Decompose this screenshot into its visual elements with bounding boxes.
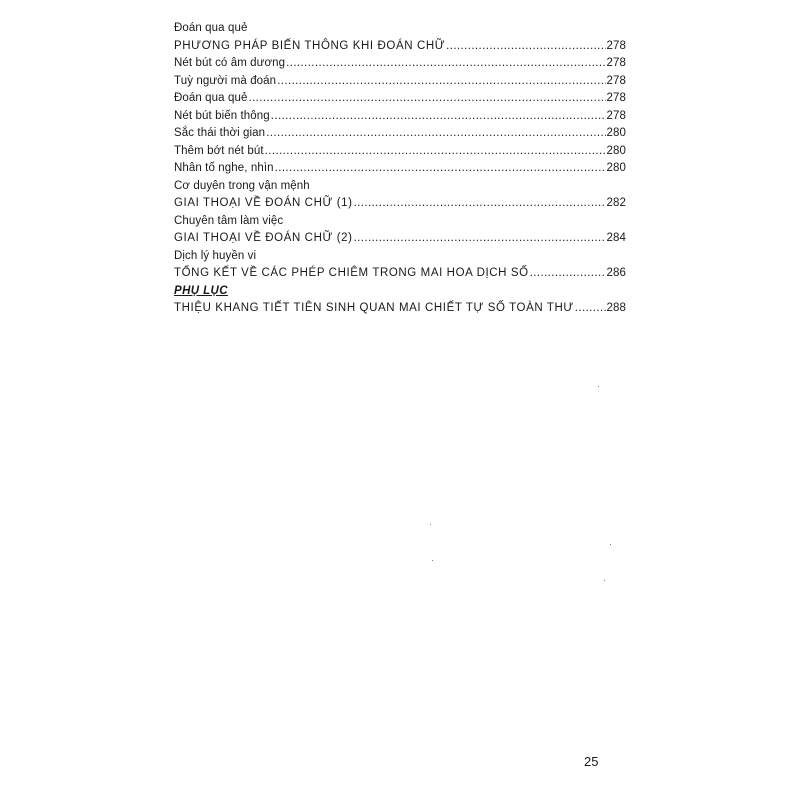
- leader-dots: [354, 195, 606, 213]
- toc-entry-title: GIAI THOẠI VỀ ĐOÁN CHỮ (1): [174, 197, 353, 209]
- leader-dots: [248, 90, 605, 108]
- toc-entry-page: 280: [606, 162, 626, 174]
- page-number: 25: [584, 754, 599, 769]
- toc-entry-page: 278: [606, 109, 626, 122]
- leader-dots: [354, 230, 606, 248]
- scan-speck: [432, 560, 433, 561]
- table-of-contents: [174, 20, 626, 318]
- toc-entry-page: 280: [606, 144, 626, 157]
- toc-entry-title: Nét bút biến thông: [174, 109, 270, 122]
- toc-entry-title: Sắc thái thời gian: [174, 127, 266, 139]
- toc-entry-title: TỔNG KẾT VỀ CÁC PHÉP CHIÊM TRONG MAI HOA DỊCH SỐ: [174, 267, 529, 279]
- toc-entry-title: Tuỳ người mà đoán: [174, 74, 277, 87]
- leader-dots: [530, 265, 606, 283]
- toc-entry-title: Nhân tố nghe, nhìn: [174, 162, 274, 174]
- leader-dots: [575, 300, 606, 318]
- toc-entry-title: Thêm bớt nét bút: [174, 144, 264, 157]
- toc-entry: [174, 195, 626, 213]
- scan-speck: [430, 524, 431, 525]
- toc-entry-page: 278: [606, 74, 626, 87]
- toc-entry-title: Nét bút có âm dương: [174, 57, 286, 69]
- toc-entry: [174, 108, 626, 126]
- toc-entry-page: 278: [606, 39, 626, 52]
- toc-entry-page: 278: [606, 57, 626, 69]
- scan-speck: [610, 544, 611, 545]
- toc-entry-page: 288: [606, 302, 626, 314]
- appendix-heading: [174, 283, 626, 301]
- toc-entry: [174, 230, 626, 248]
- scan-speck: [604, 580, 605, 581]
- leader-dots: [271, 108, 606, 126]
- toc-entry: [174, 300, 626, 318]
- toc-entry: [174, 143, 626, 161]
- toc-subtitle: Đoán qua quẻ: [174, 22, 248, 34]
- toc-entry-page: 278: [606, 92, 626, 104]
- toc-entry-title: THIỆU KHANG TIẾT TIÊN SINH QUAN MAI CHIẾT TỰ SỐ TOÀN THƯ: [174, 302, 574, 314]
- toc-entry-title: Đoán qua quẻ: [174, 92, 248, 104]
- toc-entry: [174, 90, 626, 108]
- toc-entry-title: GIAI THOẠI VỀ ĐOÁN CHỮ (2): [174, 232, 353, 244]
- scan-speck: [598, 386, 599, 387]
- appendix-heading-label: PHỤ LỤC: [174, 284, 228, 297]
- toc-entry-page: 282: [606, 197, 626, 209]
- leader-dots: [265, 143, 606, 161]
- leader-dots: [277, 73, 605, 91]
- toc-subtitle: Dịch lý huyền vi: [174, 249, 257, 262]
- leader-dots: [446, 38, 605, 56]
- toc-entry-page: 280: [606, 127, 626, 139]
- toc-entry: [174, 160, 626, 178]
- toc-entry: [174, 38, 626, 56]
- toc-entry-page: 286: [606, 267, 626, 279]
- leader-dots: [266, 125, 605, 143]
- toc-entry-title: PHƯƠNG PHÁP BIẾN THÔNG KHI ĐOÁN CHỮ: [174, 39, 446, 52]
- toc-entry: [174, 125, 626, 143]
- toc-subtitle: Chuyên tâm làm việc: [174, 214, 284, 227]
- toc-subtitle: Cơ duyên trong vận mệnh: [174, 179, 310, 192]
- toc-entry: [174, 73, 626, 91]
- leader-dots: [275, 160, 606, 178]
- toc-entry: [174, 55, 626, 73]
- toc-entry: [174, 265, 626, 283]
- toc-entry-page: 284: [606, 232, 626, 244]
- leader-dots: [286, 55, 605, 73]
